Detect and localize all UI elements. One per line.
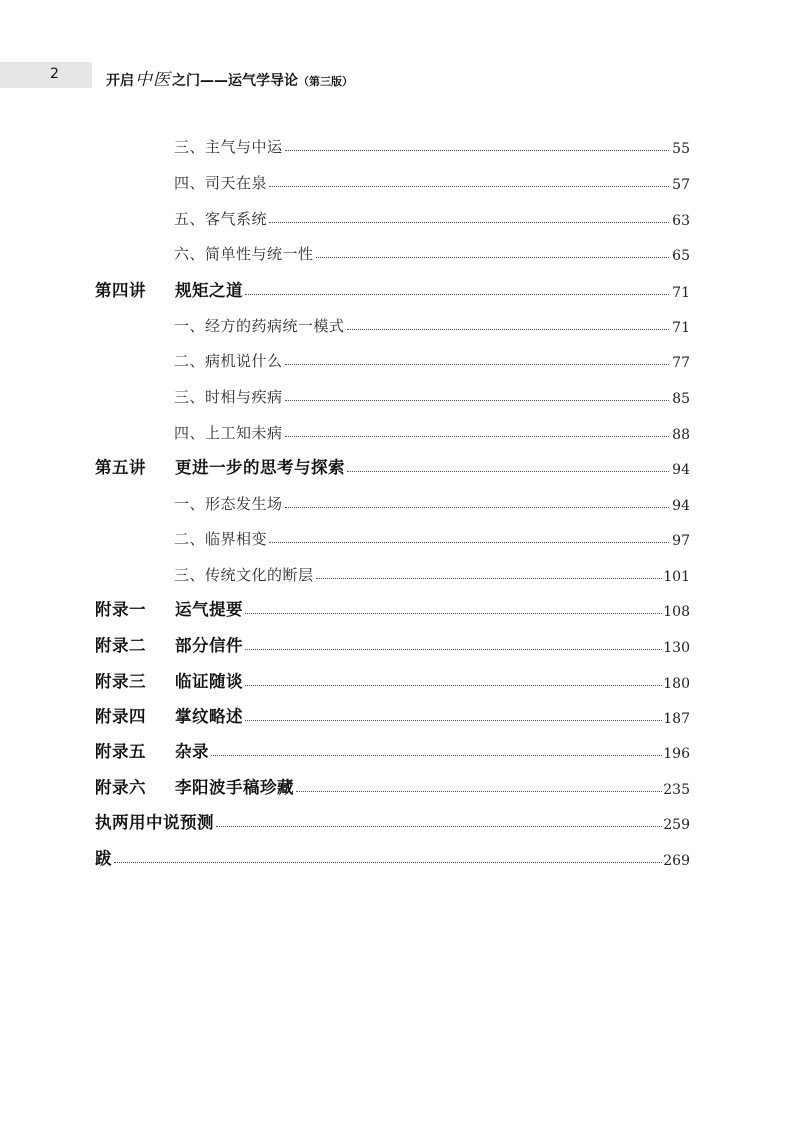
- toc-page-number: 130: [663, 640, 690, 656]
- toc-section-entry[interactable]: [174, 419, 690, 443]
- toc-entry-title: [95, 809, 214, 833]
- toc-page-number: 55: [672, 141, 690, 157]
- dot-leader: [285, 436, 669, 437]
- toc-entry-title: [174, 315, 345, 336]
- dot-leader: [216, 826, 662, 827]
- toc-section-entry[interactable]: [174, 561, 690, 585]
- toc-section-entry[interactable]: [174, 490, 690, 514]
- toc-chapter-entry[interactable]: [95, 809, 690, 833]
- toc-page-number: 235: [663, 782, 690, 798]
- toc-entry-label: 临证随谈: [175, 672, 243, 691]
- toc-page-number: 65: [672, 248, 690, 264]
- toc-entry-label: 一、形态发生场: [174, 495, 283, 513]
- toc-entry-title: [95, 277, 243, 301]
- toc-section-entry[interactable]: [174, 205, 690, 229]
- toc-entry-title: [95, 845, 112, 869]
- toc-chapter-entry[interactable]: [95, 277, 690, 301]
- dot-leader: [347, 471, 669, 472]
- dot-leader: [296, 791, 662, 792]
- toc-chapter-entry[interactable]: [95, 845, 690, 869]
- toc-entry-title: [174, 350, 283, 371]
- toc-chapter-number: 附录二: [95, 636, 146, 655]
- book-title-edition: （第三版）: [298, 75, 353, 88]
- toc-entry-label: 二、病机说什么: [174, 352, 283, 370]
- dot-leader: [245, 649, 662, 650]
- dot-leader: [245, 720, 662, 721]
- toc-section-entry[interactable]: [174, 525, 690, 549]
- toc-entry-label: 五、客气系统: [174, 210, 268, 228]
- toc-chapter-entry[interactable]: [95, 774, 690, 798]
- toc-section-entry[interactable]: [174, 383, 690, 407]
- toc-entry-title: [174, 422, 283, 443]
- toc-chapter-number: 第四讲: [95, 281, 146, 300]
- toc-entry-title: [174, 136, 283, 157]
- toc-entry-label: 三、时相与疾病: [174, 388, 283, 406]
- toc-entry-label: 六、简单性与统一性: [174, 245, 314, 263]
- toc-page-number: 187: [663, 711, 690, 727]
- toc-section-entry[interactable]: [174, 169, 690, 193]
- toc-entry-title: [95, 596, 243, 620]
- dot-leader: [285, 507, 669, 508]
- toc-entry-title: [95, 738, 209, 762]
- toc-section-entry[interactable]: [174, 240, 690, 264]
- toc-entry-title: [174, 528, 267, 549]
- dot-leader: [285, 150, 669, 151]
- toc-entry-title: [95, 703, 243, 727]
- page-number: 2: [50, 66, 59, 82]
- dot-leader: [211, 755, 662, 756]
- book-title-prefix: 开启: [106, 73, 134, 89]
- toc-entry-label: 杂录: [175, 742, 209, 761]
- toc-chapter-entry[interactable]: [95, 454, 690, 478]
- toc-chapter-number: 附录六: [95, 778, 146, 797]
- dot-leader: [114, 862, 662, 863]
- dot-leader: [245, 294, 669, 295]
- toc-entry-title: [95, 774, 294, 798]
- toc-section-entry[interactable]: [174, 347, 690, 371]
- page-number-tab: [0, 62, 92, 88]
- toc-page-number: 77: [672, 355, 690, 371]
- toc-section-entry[interactable]: [174, 312, 690, 336]
- toc-page-number: 85: [672, 391, 690, 407]
- toc-entry-label: 部分信件: [175, 636, 243, 655]
- toc-entry-label: 一、经方的药病统一模式: [174, 317, 345, 335]
- toc-page-number: 269: [663, 853, 690, 869]
- toc-entry-title: [95, 454, 345, 478]
- toc-entry-label: 二、临界相变: [174, 530, 268, 548]
- toc-page-number: 71: [672, 285, 690, 301]
- toc-entry-label: 掌纹略述: [175, 707, 243, 726]
- toc-page-number: 71: [672, 320, 690, 336]
- book-title: [106, 65, 353, 90]
- toc-entry-title: [95, 668, 243, 692]
- dot-leader: [316, 578, 663, 579]
- dot-leader: [269, 222, 669, 223]
- toc-entry-label: 运气提要: [175, 600, 243, 619]
- book-title-calligraphy: 中医: [135, 70, 171, 90]
- toc-section-entry[interactable]: [174, 133, 690, 157]
- toc-page-number: 108: [663, 604, 690, 620]
- toc-entry-label: 跋: [95, 849, 112, 868]
- toc-entry-label: 执两用中说预测: [95, 813, 214, 832]
- book-title-suffix: 之门——运气学导论: [172, 73, 298, 89]
- dot-leader: [316, 257, 669, 258]
- toc-page-number: 88: [672, 427, 690, 443]
- dot-leader: [269, 186, 669, 187]
- dot-leader: [245, 685, 662, 686]
- dot-leader: [269, 542, 669, 543]
- toc-entry-label: 三、主气与中运: [174, 138, 283, 156]
- toc-chapter-number: 第五讲: [95, 458, 146, 477]
- toc-entry-title: [174, 386, 283, 407]
- toc-page-number: 63: [672, 213, 690, 229]
- toc-entry-label: 四、上工知未病: [174, 424, 283, 442]
- toc-entry-label: 规矩之道: [175, 281, 243, 300]
- running-header: [0, 62, 800, 88]
- toc-page-number: 57: [672, 177, 690, 193]
- toc-entry-label: 更进一步的思考与探索: [175, 458, 345, 477]
- toc-chapter-number: 附录五: [95, 742, 146, 761]
- toc-chapter-number: 附录一: [95, 600, 146, 619]
- toc-page-number: 180: [663, 676, 690, 692]
- dot-leader: [245, 613, 662, 614]
- dot-leader: [347, 329, 669, 330]
- toc-entry-label: 李阳波手稿珍藏: [175, 778, 294, 797]
- toc-entry-title: [174, 208, 267, 229]
- toc-entry-title: [174, 493, 283, 514]
- toc-page-number: 101: [663, 569, 690, 585]
- toc-chapter-number: 附录四: [95, 707, 146, 726]
- toc-chapter-entry[interactable]: [95, 703, 690, 727]
- toc-entry-title: [95, 632, 243, 656]
- toc-chapter-number: 附录三: [95, 672, 146, 691]
- toc-entry-title: [174, 243, 314, 264]
- toc-chapter-entry[interactable]: [95, 632, 690, 656]
- toc-page-number: 94: [672, 498, 690, 514]
- toc-chapter-entry[interactable]: [95, 738, 690, 762]
- toc-chapter-entry[interactable]: [95, 668, 690, 692]
- toc-page-number: 196: [663, 746, 690, 762]
- toc-page-number: 97: [672, 533, 690, 549]
- toc-entry-label: 四、司天在泉: [174, 174, 268, 192]
- dot-leader: [285, 400, 669, 401]
- toc-page-number: 259: [663, 817, 690, 833]
- toc-entry-title: [174, 564, 314, 585]
- dot-leader: [285, 364, 669, 365]
- toc-entry-title: [174, 172, 267, 193]
- toc-chapter-entry[interactable]: [95, 596, 690, 620]
- toc-entry-label: 三、传统文化的断层: [174, 566, 314, 584]
- toc-page-number: 94: [672, 462, 690, 478]
